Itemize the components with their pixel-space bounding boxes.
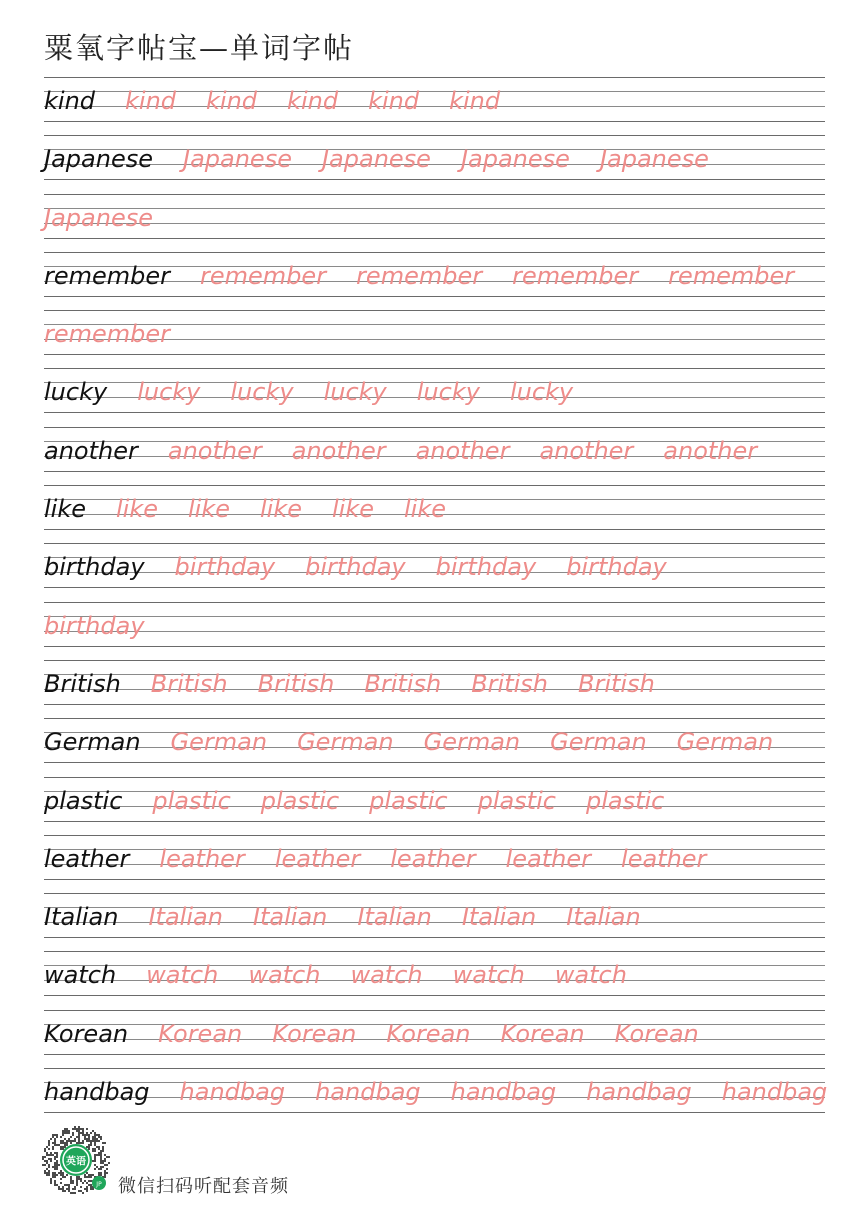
row-words	[44, 433, 757, 469]
ruled-line	[44, 223, 825, 224]
ruled-line	[44, 762, 825, 763]
trace-word: British	[150, 669, 228, 698]
model-word: Italian	[44, 903, 119, 932]
trace-word: Korean	[614, 1019, 699, 1048]
ruled-line	[44, 879, 825, 880]
model-word: German	[44, 728, 141, 757]
copybook-row	[44, 252, 825, 310]
trace-word: birthday	[435, 553, 537, 582]
trace-word: British	[577, 669, 655, 698]
row-words	[44, 200, 153, 236]
model-word: leather	[44, 844, 130, 873]
practice-sheet	[44, 77, 828, 1126]
trace-word: Japanese	[321, 145, 431, 174]
trace-word: plastic	[477, 786, 556, 815]
trace-word: German	[676, 728, 774, 757]
ruled-line	[44, 616, 825, 617]
ruled-line	[44, 646, 825, 647]
trace-word: another	[167, 436, 262, 465]
trace-word: like	[260, 495, 302, 524]
trace-word: lucky	[137, 378, 201, 407]
ruled-line	[44, 368, 825, 369]
copybook-row	[44, 1068, 828, 1126]
row-words	[44, 666, 655, 702]
trace-word: Japanese	[44, 203, 153, 232]
model-word: Japanese	[44, 145, 153, 174]
ruled-line	[44, 427, 825, 428]
ruled-line	[44, 995, 825, 996]
copybook-row	[44, 777, 825, 835]
qr-code-icon	[40, 1124, 112, 1196]
ruled-line	[44, 252, 825, 253]
model-word: Korean	[44, 1019, 129, 1048]
copybook-row	[44, 1010, 825, 1068]
copybook-row	[44, 718, 825, 776]
trace-word: remember	[200, 261, 327, 290]
trace-word: Korean	[500, 1019, 585, 1048]
copybook-row	[44, 194, 825, 252]
trace-word: like	[188, 495, 230, 524]
trace-word: like	[116, 495, 158, 524]
trace-word: leather	[274, 844, 361, 873]
trace-word: remember	[356, 261, 483, 290]
trace-word: leather	[159, 844, 245, 873]
trace-word: another	[539, 436, 634, 465]
row-words	[44, 258, 794, 294]
trace-word: Italian	[566, 903, 641, 932]
copybook-row	[44, 77, 825, 135]
model-word: handbag	[44, 1078, 150, 1107]
trace-word: British	[364, 669, 442, 698]
trace-word: plastic	[369, 786, 448, 815]
ruled-line	[44, 412, 825, 413]
model-word: another	[44, 436, 138, 465]
trace-word: another	[415, 436, 510, 465]
trace-word: watch	[248, 961, 321, 990]
model-word: like	[44, 495, 86, 524]
trace-word: plastic	[152, 786, 231, 815]
trace-word: Italian	[252, 903, 328, 932]
model-word: British	[44, 669, 121, 698]
row-words	[44, 374, 573, 410]
trace-word: kind	[449, 87, 501, 115]
ruled-line	[44, 208, 825, 209]
trace-word: like	[404, 495, 446, 524]
trace-word: remember	[668, 261, 795, 290]
ruled-line	[44, 194, 825, 195]
ruled-line	[44, 1054, 825, 1055]
row-words	[44, 1016, 699, 1052]
trace-word: birthday	[44, 611, 145, 640]
trace-word: watch	[452, 961, 525, 990]
trace-word: handbag	[586, 1078, 692, 1107]
trace-word: like	[332, 495, 374, 524]
ruled-line	[44, 121, 825, 122]
trace-word: watch	[146, 961, 219, 990]
trace-word: lucky	[230, 378, 294, 407]
ruled-line	[44, 1010, 825, 1011]
trace-word: leather	[390, 844, 476, 873]
trace-word: British	[257, 669, 335, 698]
ruled-line	[44, 587, 825, 588]
footer-caption: 微信扫码听配套音频	[118, 1176, 289, 1197]
row-words	[44, 724, 773, 760]
trace-word: leather	[505, 844, 592, 873]
row-words	[44, 83, 500, 119]
row-words	[44, 316, 170, 352]
trace-word: birthday	[174, 553, 276, 582]
row-words	[44, 491, 446, 527]
trace-word: German	[170, 728, 268, 757]
ruled-line	[44, 1112, 825, 1113]
ruled-line	[44, 777, 825, 778]
model-word: watch	[44, 961, 117, 990]
model-word: birthday	[44, 553, 145, 582]
copybook-row	[44, 543, 825, 601]
trace-word: lucky	[323, 378, 387, 407]
trace-word: plastic	[260, 786, 340, 815]
trace-word: Italian	[148, 903, 223, 932]
trace-word: handbag	[450, 1078, 557, 1107]
qr-small-label: JP	[96, 1180, 102, 1188]
trace-word: birthday	[566, 553, 667, 582]
trace-word: Italian	[461, 903, 537, 932]
ruled-line	[44, 485, 825, 486]
ruled-line	[44, 893, 825, 894]
copybook-row	[44, 427, 825, 485]
trace-word: Italian	[357, 903, 432, 932]
ruled-line	[44, 1068, 825, 1069]
copybook-row	[44, 835, 825, 893]
ruled-line	[44, 296, 825, 297]
trace-word: Japanese	[599, 145, 709, 174]
trace-word: another	[291, 436, 386, 465]
trace-word: Korean	[272, 1019, 357, 1048]
trace-word: another	[663, 436, 758, 465]
qr-badge-label: 英语	[66, 1156, 86, 1168]
trace-word: leather	[621, 844, 707, 873]
ruled-line	[44, 471, 825, 472]
trace-word: lucky	[416, 378, 480, 407]
trace-word: remember	[512, 261, 639, 290]
trace-word: remember	[44, 320, 171, 349]
page-title: 粟氧字帖宝—单词字帖	[44, 31, 355, 65]
copybook-row	[44, 893, 825, 951]
ruled-line	[44, 77, 825, 78]
row-words	[44, 141, 709, 177]
trace-word: lucky	[509, 378, 574, 407]
ruled-line	[44, 937, 825, 938]
trace-word: German	[423, 728, 521, 757]
copybook-row	[44, 660, 825, 718]
trace-word: kind	[206, 87, 258, 115]
ruled-line	[44, 718, 825, 719]
ruled-line	[44, 704, 825, 705]
model-word: plastic	[44, 786, 123, 815]
trace-word: kind	[287, 87, 339, 115]
trace-word: watch	[554, 961, 627, 990]
trace-word: German	[297, 728, 394, 757]
ruled-line	[44, 602, 825, 603]
ruled-line	[44, 543, 825, 544]
copybook-row	[44, 951, 825, 1009]
ruled-line	[44, 631, 825, 632]
trace-word: plastic	[585, 786, 665, 815]
ruled-line	[44, 135, 825, 136]
row-words	[44, 899, 641, 935]
trace-word: Japanese	[460, 145, 570, 174]
ruled-line	[44, 835, 825, 836]
model-word: lucky	[44, 378, 108, 407]
trace-word: watch	[350, 961, 423, 990]
row-words	[44, 841, 706, 877]
ruled-line	[44, 179, 825, 180]
copybook-row	[44, 310, 825, 368]
row-words	[44, 783, 664, 819]
model-word: kind	[44, 87, 96, 115]
row-words	[44, 549, 667, 585]
trace-word: Japanese	[182, 145, 292, 174]
trace-word: handbag	[721, 1078, 828, 1107]
trace-word: kind	[368, 87, 420, 115]
trace-word: British	[471, 669, 548, 698]
model-word: remember	[44, 261, 171, 290]
ruled-line	[44, 951, 825, 952]
ruled-line	[44, 660, 825, 661]
trace-word: Korean	[158, 1019, 243, 1048]
copybook-row	[44, 135, 825, 193]
ruled-line	[44, 354, 825, 355]
ruled-line	[44, 821, 825, 822]
copybook-row	[44, 602, 825, 660]
ruled-line	[44, 238, 825, 239]
trace-word: handbag	[179, 1078, 286, 1107]
trace-word: handbag	[315, 1078, 421, 1107]
copybook-row	[44, 485, 825, 543]
trace-word: kind	[125, 87, 177, 115]
row-words	[44, 957, 627, 993]
trace-word: Korean	[386, 1019, 471, 1048]
ruled-line	[44, 310, 825, 311]
copybook-row	[44, 368, 825, 426]
row-words	[44, 1074, 827, 1110]
ruled-line	[44, 529, 825, 530]
trace-word: birthday	[305, 553, 406, 582]
trace-word: German	[550, 728, 647, 757]
row-words	[44, 608, 145, 644]
